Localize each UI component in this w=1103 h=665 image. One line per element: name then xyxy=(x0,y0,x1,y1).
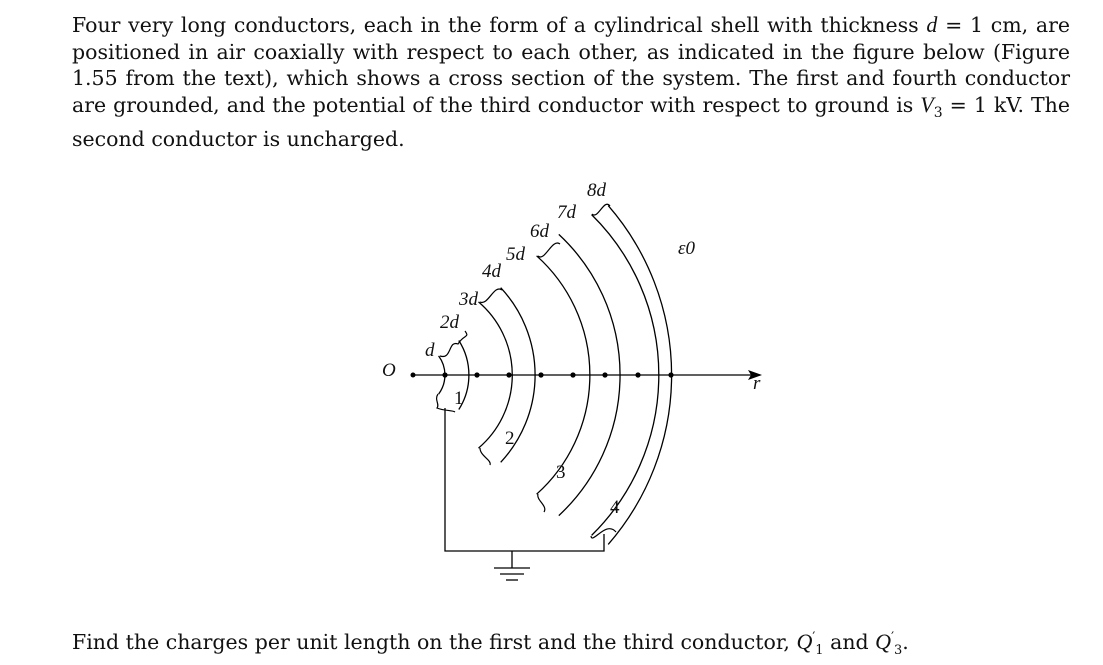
label-4d: 4d xyxy=(482,261,501,282)
v-subscript: 3 xyxy=(933,104,943,121)
text-segment: = 1 xyxy=(937,13,984,37)
conductor-4-label: 4 xyxy=(610,497,620,518)
dot-3d xyxy=(506,372,511,377)
text-segment: and xyxy=(823,629,876,654)
dot-d xyxy=(442,372,447,377)
label-3d: 3d xyxy=(459,289,478,310)
q1-subscript: 1 xyxy=(815,642,824,658)
v-symbol: V xyxy=(920,91,934,117)
conductor-1-label: 1 xyxy=(454,388,464,409)
brace-4-top xyxy=(592,204,610,215)
brace-2-bottom xyxy=(480,448,490,465)
label-5d: 5d xyxy=(506,244,525,265)
bottom-braces xyxy=(437,394,616,538)
dot-6d xyxy=(602,372,607,377)
q-prime: ′ xyxy=(891,630,895,645)
brace-2-top xyxy=(480,289,502,303)
conductor-2-label: 2 xyxy=(505,428,515,449)
d-symbol: d xyxy=(926,12,938,37)
q-symbol: Q xyxy=(875,628,892,654)
brace-1-bottom xyxy=(437,394,455,412)
label-6d: 6d xyxy=(530,221,549,242)
text-segment: . xyxy=(902,629,909,654)
medium-label: ε0 xyxy=(678,238,695,259)
q-prime: ′ xyxy=(812,630,816,645)
text-segment: cm, are positioned in air coaxially with respect to each other, as indicated in the figure below (Figure 1.55 from the text), which shows a cross section of the system. The first and fourth conductor are grounded, and the potential of the third conductor with respect to ground is xyxy=(72,13,1071,117)
text-segment: = 1 kV. The second conductor is uncharged. xyxy=(72,92,1070,152)
brace-1-top xyxy=(440,331,467,357)
text-segment: Find the charges per unit length on the first and the third conductor, xyxy=(72,629,797,654)
dot-4d xyxy=(538,372,543,377)
dot-5d xyxy=(570,372,575,377)
label-2d: 2d xyxy=(440,312,459,333)
dot-8d xyxy=(668,372,673,377)
label-d: d xyxy=(425,340,435,361)
conductor-3-label: 3 xyxy=(556,462,566,483)
q3-subscript: 3 xyxy=(894,642,903,658)
question-statement xyxy=(72,625,909,664)
brace-3-bottom xyxy=(538,494,545,512)
origin-label: O xyxy=(382,360,396,381)
axis-label: r xyxy=(753,373,761,394)
ground-circuit xyxy=(445,408,604,580)
origin-dot xyxy=(411,373,416,378)
brace-3-top xyxy=(538,243,560,257)
label-8d: 8d xyxy=(587,180,606,201)
dot-2d xyxy=(474,372,479,377)
text-segment: Four very long conductors, each in the form of a cylindrical shell with thickness xyxy=(72,13,927,37)
label-7d: 7d xyxy=(557,202,576,223)
q-symbol: Q xyxy=(796,628,813,654)
dot-7d xyxy=(635,372,640,377)
